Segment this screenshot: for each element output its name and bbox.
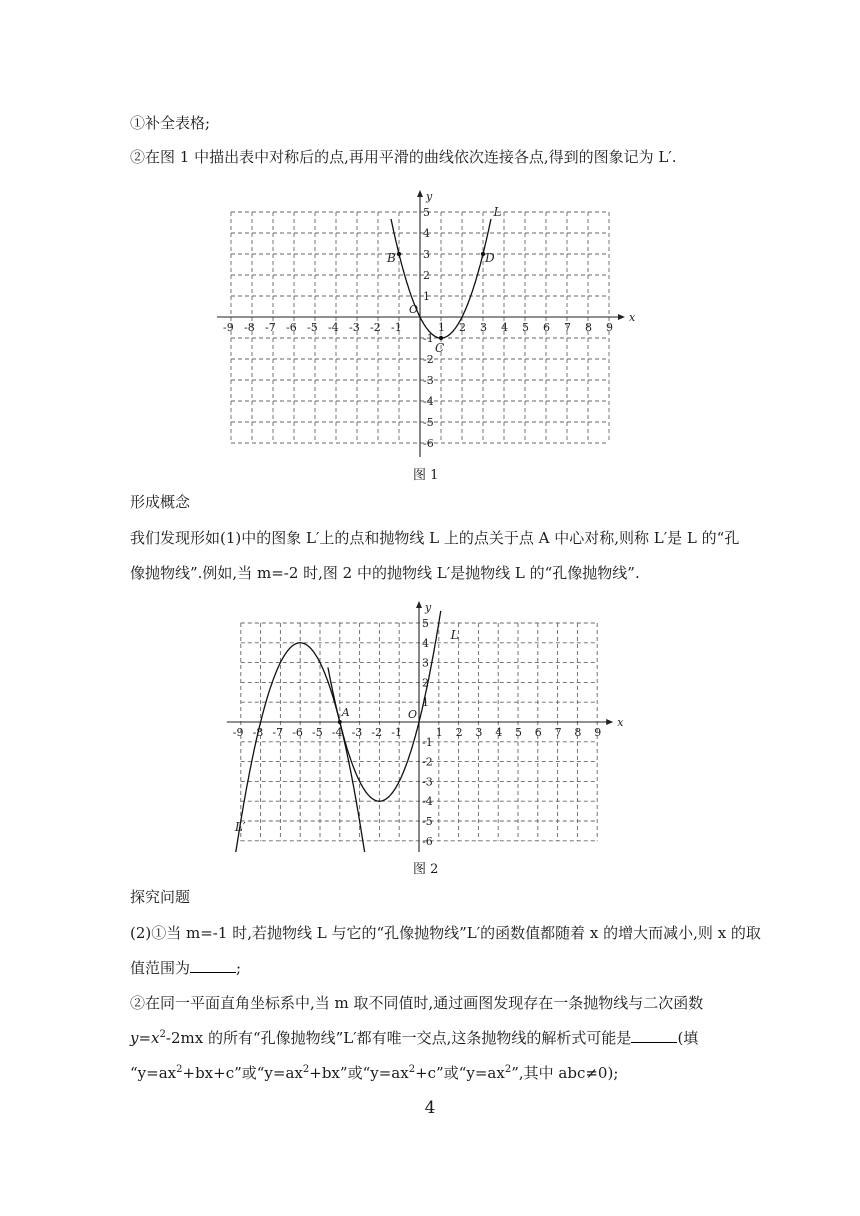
point-label-C: C: [435, 341, 445, 355]
x-tick-label: 3: [475, 726, 483, 739]
x-tick-label: -7: [265, 321, 276, 334]
x-tick-label: -9: [223, 321, 234, 334]
x-tick-label: -6: [292, 726, 303, 739]
y-tick-label: -6: [423, 437, 434, 450]
formula-exponent: 2: [504, 1064, 512, 1075]
x-tick-label: 2: [455, 726, 463, 739]
x-tick-label: -6: [286, 321, 297, 334]
curve-label-L-prime: L′: [234, 819, 246, 834]
x-tick-label: -4: [331, 726, 343, 739]
formula-part: y=x: [130, 1029, 160, 1047]
y-tick-label: -2: [422, 755, 433, 769]
question-line-5: [130, 1063, 618, 1083]
x-tick-label: -3: [349, 321, 360, 334]
y-tick-label: 2: [422, 676, 429, 690]
origin-label: O: [409, 303, 419, 316]
formula-part: +c”或“y=ax: [415, 1064, 505, 1082]
y-tick-label: 3: [423, 248, 430, 261]
x-tick-label: -5: [312, 726, 323, 739]
answer-blank-2[interactable]: [631, 1028, 677, 1043]
x-tick-label: 4: [501, 321, 508, 334]
page-number: 4: [424, 1098, 436, 1118]
section-heading-concept: 形成概念: [130, 493, 191, 511]
figure-1-graph: [210, 168, 650, 464]
formula-exponent: 2: [408, 1064, 416, 1075]
y-tick-label: 1: [422, 696, 429, 710]
figure-2-graph: [226, 590, 638, 852]
x-tick-label: -1: [391, 726, 402, 739]
x-tick-label: 8: [574, 726, 582, 739]
question-text-end: (填: [677, 1029, 699, 1047]
y-axis-arrow: [416, 601, 422, 608]
question-line-4: [130, 1028, 698, 1048]
question-text: -2mx 的所有“孔像抛物线”L′都有唯一交点,这条抛物线的解析式可能是: [165, 1029, 632, 1047]
x-tick-label: 5: [522, 321, 529, 334]
instruction-1: ①补全表格;: [130, 114, 211, 132]
x-axis-label: x: [617, 716, 624, 729]
answer-blank-1[interactable]: [190, 958, 236, 973]
x-tick-label: 1: [438, 321, 445, 334]
y-tick-label: 5: [422, 617, 429, 630]
x-tick-label: -9: [232, 726, 244, 739]
y-tick-label: -3: [423, 374, 434, 387]
curve-label-L: L: [450, 627, 459, 642]
y-axis-label: y: [425, 601, 432, 614]
point-A: [338, 720, 342, 724]
x-tick-label: 6: [534, 726, 542, 739]
figure-2-caption: 图 2: [413, 862, 439, 877]
question-text-end: ;: [236, 959, 242, 977]
x-tick-label: -5: [307, 321, 318, 334]
formula-exponent: 2: [159, 1029, 166, 1040]
x-tick-label: -1: [391, 321, 402, 334]
y-tick-label: -3: [422, 775, 433, 789]
point-label-B: B: [387, 251, 396, 265]
x-tick-label: 5: [515, 726, 522, 739]
formula-part: +bx”或“y=ax: [309, 1064, 409, 1082]
x-tick-label: 7: [564, 321, 571, 334]
y-tick-label: -5: [422, 815, 433, 828]
formula-part: ”,其中 abc≠0);: [511, 1064, 619, 1082]
x-tick-label: 4: [495, 726, 503, 739]
y-tick-label: -2: [423, 353, 434, 366]
question-line-1: (2)①当 m=-1 时,若抛物线 L 与它的“孔像抛物线”L′的函数值都随着 x 的增大而减小,则 x 的取: [130, 924, 761, 942]
point-C: [439, 336, 443, 340]
x-tick-label: -4: [328, 321, 339, 334]
point-label-A: A: [341, 706, 350, 719]
x-tick-label: -7: [272, 726, 284, 739]
formula-exponent: 2: [176, 1064, 183, 1075]
x-tick-label: 7: [554, 726, 562, 739]
figure-2: [226, 590, 638, 852]
formula-part: +bx+c”或“y=ax: [182, 1064, 303, 1082]
x-tick-label: -2: [370, 321, 381, 334]
origin-label: O: [408, 708, 418, 721]
x-tick-label: 6: [543, 321, 550, 334]
y-tick-label: 4: [423, 227, 430, 240]
concept-line-1: 我们发现形如(1)中的图象 L′上的点和抛物线 L 上的点关于点 A 中心对称,则称 L′是 L 的“孔: [130, 529, 740, 547]
y-tick-label: 3: [422, 656, 429, 670]
point-B: [397, 252, 401, 256]
y-tick-label: 5: [423, 206, 430, 219]
y-tick-label: 2: [423, 269, 430, 282]
curve-label-L: L: [493, 205, 502, 220]
instruction-2: ②在图 1 中描出表中对称后的点,再用平滑的曲线依次连接各点,得到的图象记为 L′.: [130, 148, 677, 166]
x-tick-label: -8: [252, 726, 264, 739]
point-label-D: D: [485, 251, 495, 265]
x-tick-label: 8: [585, 321, 592, 334]
x-tick-label: 1: [435, 726, 443, 739]
section-heading-explore: 探究问题: [130, 888, 191, 906]
question-line-2: [130, 958, 241, 978]
formula-exponent: 2: [302, 1064, 310, 1075]
question-text: 值范围为: [130, 959, 191, 977]
x-tick-label: 9: [594, 726, 602, 739]
y-tick-label: 4: [422, 636, 429, 650]
x-axis-label: x: [629, 311, 636, 324]
concept-line-2: 像抛物线”.例如,当 m=-2 时,图 2 中的抛物线 L′是抛物线 L 的“孔像抛物线”.: [130, 564, 640, 582]
y-tick-label: -1: [422, 735, 433, 749]
formula-part: “y=ax: [130, 1064, 177, 1082]
x-tick-label: 9: [606, 321, 613, 334]
x-tick-label: -8: [244, 321, 255, 334]
x-axis-arrow: [618, 314, 625, 320]
x-axis-arrow: [606, 719, 613, 725]
y-tick-label: -4: [423, 395, 434, 408]
x-tick-label: -3: [351, 726, 363, 739]
y-tick-label: -5: [423, 416, 434, 429]
x-tick-label: -2: [371, 726, 383, 739]
x-tick-label: 2: [459, 321, 466, 334]
y-tick-label: -6: [422, 834, 433, 848]
question-line-3: ②在同一平面直角坐标系中,当 m 取不同值时,通过画图发现存在一条抛物线与二次函数: [130, 994, 704, 1012]
y-tick-label: -1: [423, 332, 434, 345]
x-tick-label: 3: [480, 321, 487, 334]
y-tick-label: -4: [422, 795, 433, 809]
y-tick-label: 1: [423, 290, 430, 303]
figure-1: [210, 168, 650, 464]
figure-1-caption: 图 1: [413, 468, 439, 483]
y-axis-label: y: [426, 190, 433, 203]
y-axis-arrow: [417, 190, 423, 197]
